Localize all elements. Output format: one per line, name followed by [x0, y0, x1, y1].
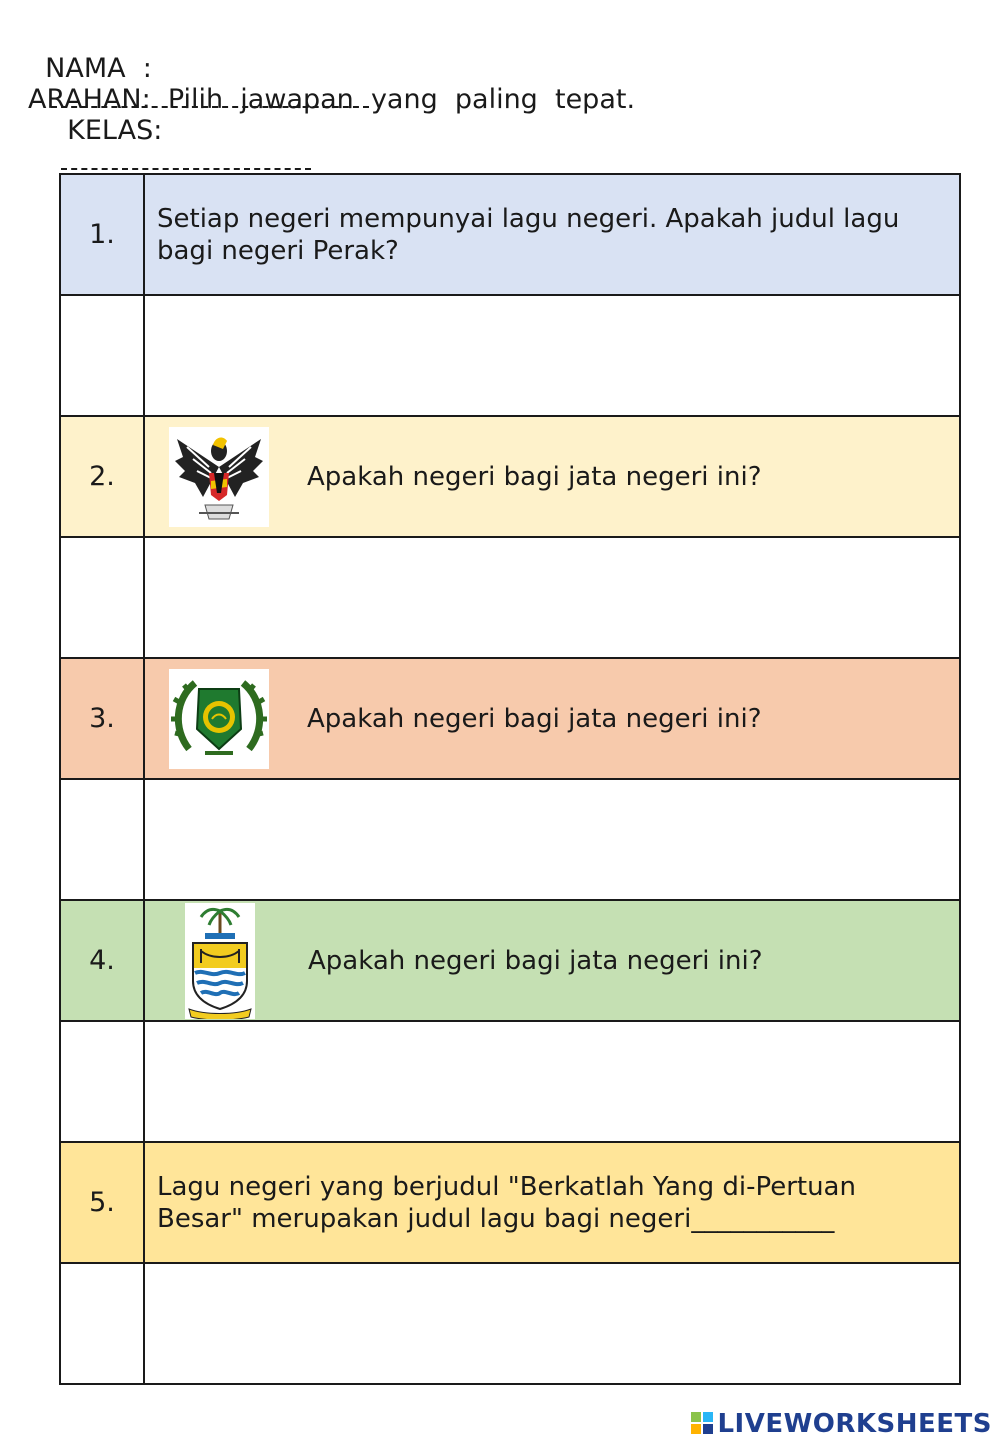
answer-row-2	[60, 537, 960, 658]
question-table	[59, 173, 961, 1385]
question-number: 2.	[60, 416, 144, 537]
sarawak-emblem-icon	[169, 427, 269, 527]
question-row-5	[60, 1142, 960, 1263]
liveworksheets-logo-icon	[691, 1411, 713, 1433]
answer-row-5	[60, 1263, 960, 1384]
question-text: Lagu negeri yang berjudul "Berkatlah Yang di-Pertuan Besar" merupakan judul lagu bagi negeri___________	[157, 1171, 856, 1234]
penang-emblem-icon	[185, 903, 255, 1019]
answer-cell-5[interactable]	[144, 1263, 960, 1384]
question-text: Apakah negeri bagi jata negeri ini?	[307, 703, 762, 734]
question-number: 4.	[60, 900, 144, 1021]
instructions: ARAHAN: Pilih jawapan yang paling tepat.	[28, 84, 636, 115]
nama-label: NAMA :	[45, 53, 152, 84]
question-text: Apakah negeri bagi jata negeri ini?	[308, 945, 763, 976]
answer-row-1	[60, 295, 960, 416]
answer-cell-1[interactable]	[144, 295, 960, 416]
question-row-1	[60, 174, 960, 295]
question-number: 1.	[60, 174, 144, 295]
kelas-label: KELAS:	[67, 115, 163, 146]
answer-row-3	[60, 779, 960, 900]
answer-cell-2[interactable]	[144, 537, 960, 658]
question-number: 3.	[60, 658, 144, 779]
question-row-2	[60, 416, 960, 537]
question-row-3	[60, 658, 960, 779]
answer-row-4	[60, 1021, 960, 1142]
question-row-4	[60, 900, 960, 1021]
question-text: Setiap negeri mempunyai lagu negeri. Apakah judul lagu bagi negeri Perak?	[157, 203, 900, 266]
answer-cell-3[interactable]	[144, 779, 960, 900]
kelas-blank[interactable]	[61, 168, 311, 170]
kedah-emblem-icon	[169, 669, 269, 769]
question-number: 5.	[60, 1142, 144, 1263]
answer-cell-4[interactable]	[144, 1021, 960, 1142]
question-text: Apakah negeri bagi jata negeri ini?	[307, 461, 762, 492]
liveworksheets-logo	[691, 1409, 992, 1439]
brand-text: LIVEWORKSHEETS	[717, 1409, 992, 1439]
